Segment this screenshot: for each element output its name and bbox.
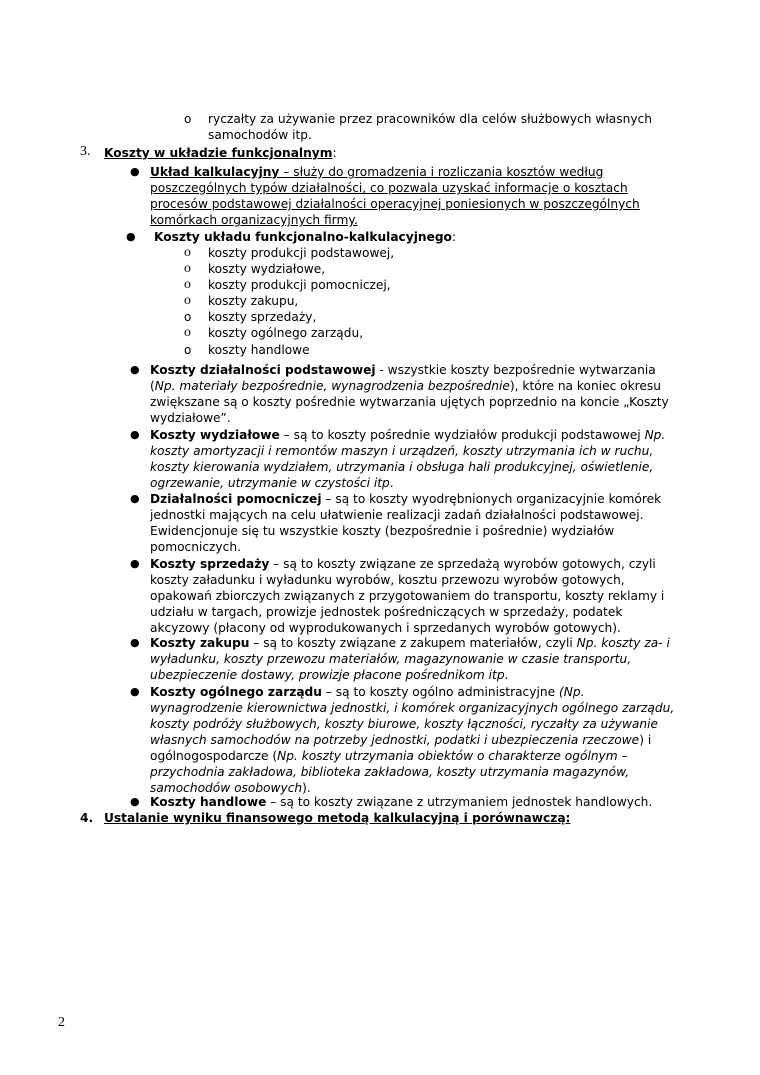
bullet-icon: ●: [130, 492, 140, 505]
list-item: koszty produkcji pomocniczej,: [208, 278, 391, 292]
list-marker: o: [184, 310, 192, 324]
bullet-icon: ●: [130, 363, 140, 376]
bullet-icon: ●: [126, 230, 136, 243]
bullet-icon: ●: [130, 636, 140, 649]
list-marker: o: [184, 325, 191, 340]
section-title: Koszty w układzie funkcjonalnym:: [104, 146, 337, 160]
list-item-text-cont: samochodów itp.: [208, 128, 312, 142]
koszty-ukladu-heading: Koszty układu funkcjonalno-kalkulacyjnego:: [154, 230, 457, 244]
bullet-icon: ●: [130, 685, 140, 698]
section-number: 3.: [80, 144, 91, 159]
section-title: Ustalanie wyniku finansowego metodą kalkulacyjną i porównawczą:: [104, 811, 571, 825]
bullet-icon: ●: [130, 795, 140, 808]
list-item-text: ryczałty za używanie przez pracowników dla celów służbowych własnych: [208, 112, 652, 126]
paragraph-text: Koszty handlowe – są to koszty związane z utrzymaniem jednostek handlowych.: [150, 795, 653, 809]
uklad-term: Układ kalkulacyjny: [150, 165, 280, 179]
paragraph-text: Działalności pomocniczej – są to koszty wyodrębnionych organizacyjnie komórek jednostki mających na celu ułatwienie realizacji zadań działalności podstawowej. Ewidencjonuje się tu wszystkie koszty (bezpośrednie i pośrednie) wydziałów pomocniczych.: [150, 492, 662, 554]
list-item: koszty zakupu,: [208, 294, 299, 308]
list-item: koszty handlowe: [208, 343, 310, 357]
list-marker: o: [184, 245, 191, 260]
paragraph-text: Koszty działalności podstawowej - wszystkie koszty bezpośrednie wytwarzania (Np. materiały bezpośrednie, wynagrodzenia bezpośrednie), które na koniec okresu zwiększane są o koszty pośrednie wytwarzania ujętych poprzednio na koncie „Koszty wydziałowe”.: [150, 363, 669, 425]
list-item: koszty produkcji podstawowej,: [208, 246, 395, 260]
list-marker: o: [184, 343, 192, 357]
list-marker: o: [184, 112, 192, 126]
paragraph-text: Koszty ogólnego zarządu – są to koszty ogólno administracyjne (Np. wynagrodzenie kierownictwa jednostki, i komórek organizacyjnych ogólnego zarządu, koszty podróży służbowych, koszty biurowe, koszty łączności, ryczałty za używanie własnych samochodów na potrzeby jednostki, podatki i ubezpieczenia rzeczowe) i ogólnogospodarcze (Np. koszty utrzymania obiektów o charakterze ogólnym – przychodnia zakładowa, biblioteka zakładowa, koszty utrzymania magazynów, samochodów osobowych).: [150, 685, 675, 795]
bullet-icon: ●: [130, 428, 140, 441]
paragraph-text: Koszty sprzedaży – są to koszty związane ze sprzedażą wyrobów gotowych, czyli koszty załadunku i wyładunku wyrobów, kosztu przewozu wyrobów gotowych, opakowań zbiorczych związanych z przygotowaniem do transportu, koszty reklamy i udziału w targach, prowizje jednostek pośredniczących w sprzedaży, podatek akcyzowy (płacony od wyprodukowanych i sprzedanych wyrobów gotowych).: [150, 557, 665, 635]
uklad-text: Układ kalkulacyjny – służy do gromadzenia i rozliczania kosztów według poszczególnych typów działalności, co pozwala uzyskać informacje o kosztach procesów podstawowej działalności operacyjnej poniesionych w poszczególnych komórkach organizacyjnych firmy.: [150, 165, 640, 227]
list-marker: o: [184, 261, 191, 276]
paragraph-text: Koszty zakupu – są to koszty związane z zakupem materiałów, czyli Np. koszty za- i wyładunku, koszty przewozu materiałów, magazynowanie w czasie transportu, ubezpieczenie dostawy, prowizje płacone pośrednikom itp.: [150, 636, 670, 682]
list-marker: o: [184, 293, 191, 308]
list-item: koszty wydziałowe,: [208, 262, 326, 276]
list-item: koszty ogólnego zarządu,: [208, 326, 364, 340]
bullet-icon: ●: [130, 557, 140, 570]
page-number: 2: [58, 1015, 65, 1030]
list-marker: o: [184, 277, 191, 292]
bullet-icon: ●: [130, 165, 140, 178]
list-item: koszty sprzedaży,: [208, 310, 317, 324]
paragraph-text: Koszty wydziałowe – są to koszty pośrednie wydziałów produkcji podstawowej Np. koszty amortyzacji i remontów maszyn i urządzeń, koszty utrzymania ich w ruchu, koszty kierowania wydziałem, utrzymania i obsługa hali produkcyjnej, oświetlenie, ogrzewanie, utrzymanie w czystości itp.: [150, 428, 666, 490]
section-number: 4.: [80, 811, 94, 825]
